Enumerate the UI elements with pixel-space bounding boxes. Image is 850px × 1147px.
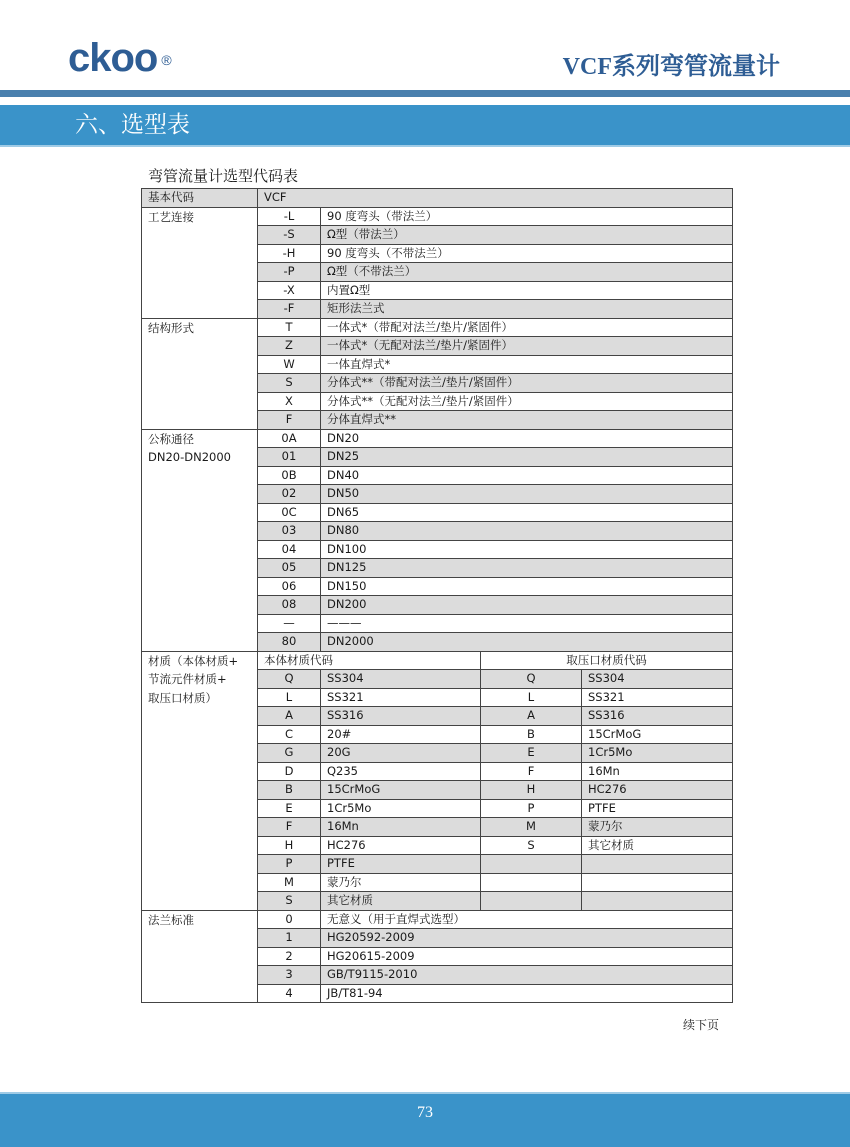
option-code: 4: [258, 984, 321, 1003]
category-material-label: 节流元件材质+: [148, 672, 227, 686]
body-material-name: Q235: [321, 762, 481, 781]
tap-material-name: HC276: [582, 781, 733, 800]
category-material: [142, 651, 258, 910]
option-code: F: [258, 411, 321, 430]
option-description: DN100: [321, 540, 733, 559]
option-code: -X: [258, 281, 321, 300]
category-connection-label: 工艺连接: [148, 209, 194, 224]
tap-material-code: A: [481, 707, 582, 726]
option-code: S: [258, 374, 321, 393]
tap-material-name: 16Mn: [582, 762, 733, 781]
option-description: 分体式**（无配对法兰/垫片/紧固件）: [321, 392, 733, 411]
option-description: 一体直焊式*: [321, 355, 733, 374]
option-description: DN150: [321, 577, 733, 596]
tap-material-name: 1Cr5Mo: [582, 744, 733, 763]
category-material-label: 材质（本体材质+: [148, 653, 239, 668]
option-code: 0C: [258, 503, 321, 522]
body-material-code: P: [258, 855, 321, 874]
option-code: -S: [258, 226, 321, 245]
body-material-code: D: [258, 762, 321, 781]
header-divider: [0, 90, 850, 97]
category-structure: [142, 318, 258, 429]
option-code: T: [258, 318, 321, 337]
document-title: VCF系列弯管流量计: [562, 54, 780, 80]
option-code: 1: [258, 929, 321, 948]
page-footer: [0, 1092, 850, 1147]
body-material-name: 20G: [321, 744, 481, 763]
section-title: 六、选型表: [75, 112, 190, 138]
body-material-code: B: [258, 781, 321, 800]
option-description: DN50: [321, 485, 733, 504]
option-code: X: [258, 392, 321, 411]
option-description: DN25: [321, 448, 733, 467]
option-description: Ω型（带法兰）: [321, 226, 733, 245]
tap-material-code: B: [481, 725, 582, 744]
option-description: 分体式**（带配对法兰/垫片/紧固件）: [321, 374, 733, 393]
tap-material-code: M: [481, 818, 582, 837]
option-description: 无意义（用于直焊式选型）: [321, 910, 733, 929]
category-flange-label: 法兰标准: [148, 912, 194, 927]
option-code: 0B: [258, 466, 321, 485]
option-code: 0: [258, 910, 321, 929]
tap-material-name: PTFE: [582, 799, 733, 818]
tap-material-code: L: [481, 688, 582, 707]
option-code: 02: [258, 485, 321, 504]
tap-material-name: [582, 873, 733, 892]
tap-material-header: 取压口材质代码: [481, 651, 733, 670]
selection-code-table: [141, 188, 733, 1003]
tap-material-name: SS304: [582, 670, 733, 689]
body-material-name: 15CrMoG: [321, 781, 481, 800]
tap-material-code: [481, 892, 582, 911]
option-code: 04: [258, 540, 321, 559]
tap-material-name: 蒙乃尔: [582, 818, 733, 837]
option-code: 08: [258, 596, 321, 615]
tap-material-code: Q: [481, 670, 582, 689]
table-row: [142, 189, 733, 208]
table-row: [142, 910, 733, 929]
body-material-code: H: [258, 836, 321, 855]
category-diameter: [142, 429, 258, 651]
body-material-name: SS316: [321, 707, 481, 726]
table-title: 弯管流量计选型代码表: [148, 167, 299, 185]
tap-material-code: H: [481, 781, 582, 800]
body-material-name: 蒙乃尔: [321, 873, 481, 892]
option-code: 3: [258, 966, 321, 985]
body-material-code: M: [258, 873, 321, 892]
body-material-code: G: [258, 744, 321, 763]
tap-material-code: [481, 873, 582, 892]
brand-logo: [68, 36, 171, 80]
option-description: 一体式*（带配对法兰/垫片/紧固件）: [321, 318, 733, 337]
option-description: DN125: [321, 559, 733, 578]
tap-material-name: SS321: [582, 688, 733, 707]
option-code: -L: [258, 207, 321, 226]
option-description: DN40: [321, 466, 733, 485]
category-material-label: 取压口材质）: [148, 690, 217, 705]
tap-material-code: S: [481, 836, 582, 855]
option-description: 分体直焊式**: [321, 411, 733, 430]
option-description: DN80: [321, 522, 733, 541]
body-material-code: Q: [258, 670, 321, 689]
option-description: GB/T9115-2010: [321, 966, 733, 985]
option-description: 内置Ω型: [321, 281, 733, 300]
page-number: 73: [417, 1104, 433, 1121]
category-diameter-label: 公称通径: [148, 431, 194, 446]
option-description: Ω型（不带法兰）: [321, 263, 733, 282]
option-code: 80: [258, 633, 321, 652]
option-code: 06: [258, 577, 321, 596]
option-description: HG20592-2009: [321, 929, 733, 948]
option-description: HG20615-2009: [321, 947, 733, 966]
body-material-name: SS321: [321, 688, 481, 707]
option-code: -H: [258, 244, 321, 263]
body-material-name: 20#: [321, 725, 481, 744]
option-description: 90 度弯头（不带法兰）: [321, 244, 733, 263]
option-code: -P: [258, 263, 321, 282]
category-structure-label: 结构形式: [148, 320, 194, 335]
tap-material-code: [481, 855, 582, 874]
table-row: [142, 651, 733, 670]
basic-code-label: 基本代码: [142, 189, 258, 208]
option-description: 矩形法兰式: [321, 300, 733, 319]
table-row: [142, 207, 733, 226]
section-banner: [0, 105, 850, 147]
category-flange: [142, 910, 258, 1003]
tap-material-code: P: [481, 799, 582, 818]
body-material-code: L: [258, 688, 321, 707]
option-description: 90 度弯头（带法兰）: [321, 207, 733, 226]
tap-material-code: F: [481, 762, 582, 781]
body-material-code: S: [258, 892, 321, 911]
tap-material-name: 其它材质: [582, 836, 733, 855]
option-code: 03: [258, 522, 321, 541]
body-material-name: 其它材质: [321, 892, 481, 911]
logo-text: ckoo: [68, 36, 158, 80]
option-description: 一体式*（无配对法兰/垫片/紧固件）: [321, 337, 733, 356]
body-material-code: E: [258, 799, 321, 818]
option-code: —: [258, 614, 321, 633]
body-material-code: C: [258, 725, 321, 744]
category-diameter-label: DN20-DN2000: [148, 450, 231, 464]
table-row: [142, 318, 733, 337]
tap-material-name: [582, 892, 733, 911]
option-description: DN200: [321, 596, 733, 615]
option-description: JB/T81-94: [321, 984, 733, 1003]
body-material-name: 16Mn: [321, 818, 481, 837]
body-material-name: PTFE: [321, 855, 481, 874]
body-material-code: A: [258, 707, 321, 726]
body-material-name: SS304: [321, 670, 481, 689]
category-connection: [142, 207, 258, 318]
registered-mark: ®: [161, 52, 171, 68]
option-description: DN2000: [321, 633, 733, 652]
body-material-name: HC276: [321, 836, 481, 855]
option-code: 0A: [258, 429, 321, 448]
option-code: 2: [258, 947, 321, 966]
tap-material-name: [582, 855, 733, 874]
tap-material-name: SS316: [582, 707, 733, 726]
basic-code-value: VCF: [258, 189, 733, 208]
option-code: Z: [258, 337, 321, 356]
continued-note: 续下页: [683, 1018, 720, 1032]
body-material-header: 本体材质代码: [258, 651, 481, 670]
option-code: W: [258, 355, 321, 374]
option-description: ———: [321, 614, 733, 633]
body-material-name: 1Cr5Mo: [321, 799, 481, 818]
table-row: [142, 429, 733, 448]
tap-material-name: 15CrMoG: [582, 725, 733, 744]
option-code: 01: [258, 448, 321, 467]
tap-material-code: E: [481, 744, 582, 763]
option-description: DN65: [321, 503, 733, 522]
option-description: DN20: [321, 429, 733, 448]
body-material-code: F: [258, 818, 321, 837]
option-code: 05: [258, 559, 321, 578]
option-code: -F: [258, 300, 321, 319]
